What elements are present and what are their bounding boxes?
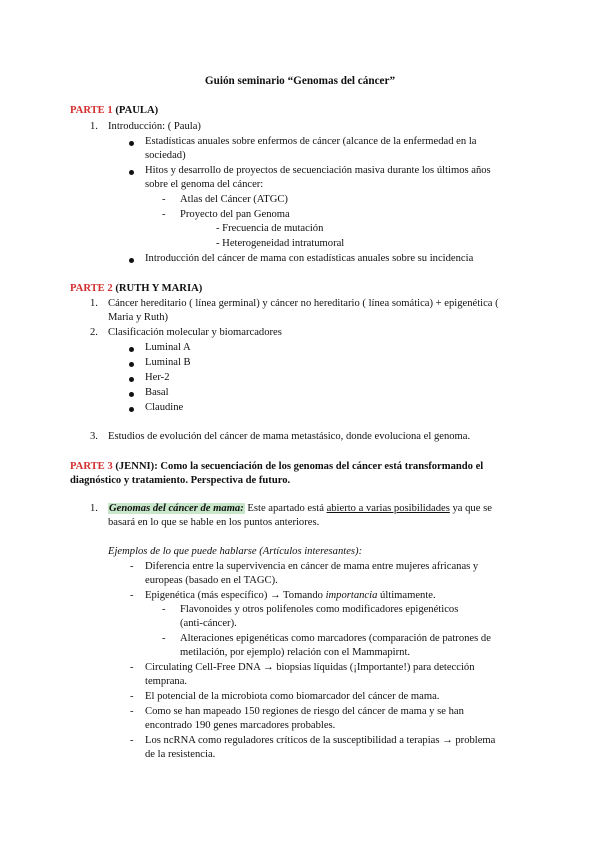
parte2-heading (70, 282, 202, 296)
example2-sub2-line2: metilación, por ejemplo) relación con el Mammapirnt. (180, 647, 411, 658)
parte1-sub2: - Heterogeneidad intratumoral (216, 238, 345, 249)
parte2-item1-line2: Maria y Ruth) (108, 312, 169, 323)
parte2-item1-number: 1. (90, 298, 98, 309)
parte1-label: PARTE 1 (70, 105, 113, 116)
parte2-label: PARTE 2 (70, 283, 113, 294)
example1-line2: europeas (basado en el TAGC). (145, 575, 278, 586)
dash-marker: - (130, 691, 134, 702)
parte3-owner-title: (JENNI): Como la secuenciación de los genomas del cáncer está transformando el (115, 461, 484, 472)
example5-line1: Como se han mapeado 150 regiones de riesgo del cáncer de mama y se han (145, 706, 464, 717)
subtype-item: Claudine (145, 402, 184, 413)
parte3-item1-text-a: Este apartado está (247, 503, 324, 514)
parte3-heading-line2: diagnóstico y tratamiento. Perspectiva de futuro. (70, 475, 291, 486)
parte1-dash2: Proyecto del pan Genoma (180, 209, 290, 220)
bullet-icon (129, 141, 134, 146)
bullet-icon (129, 392, 134, 397)
parte2-item1-line1: Cáncer hereditario ( línea germinal) y cáncer no hereditario ( línea somática) + epigenética ( (108, 298, 499, 309)
bullet-icon (129, 377, 134, 382)
parte2-owner: (RUTH Y MARIA) (115, 283, 203, 294)
parte3-item1-text-b: ya que se (452, 503, 492, 514)
underlined-phrase: abierto a varias posibilidades (326, 503, 450, 514)
example2-italic: importancia (325, 590, 378, 601)
dash-marker: - (162, 209, 166, 220)
dash-marker: - (130, 590, 134, 601)
parte1-bullet2-line2: sobre el genoma del cáncer: (145, 179, 264, 190)
example4-line: El potencial de la microbiota como biomarcador del cáncer de mama. (145, 691, 440, 702)
document-title: Guión seminario “Genomas del cáncer” (204, 75, 396, 87)
parte1-sub1: - Frecuencia de mutación (216, 223, 324, 234)
dash-marker: - (130, 735, 134, 746)
parte1-dash1: Atlas del Cáncer (ATGC) (180, 194, 288, 205)
example2-sub1-line1: Flavonoides y otros polifenoles como modificadores epigenéticos (180, 604, 459, 615)
example2-text-a: Epigenética (más específico) → Tomando (145, 590, 323, 601)
dash-marker: - (130, 706, 134, 717)
examples-heading: Ejemplos de lo que puede hablarse (Artículos interesantes): (108, 546, 363, 557)
subtype-item: Luminal B (145, 357, 191, 368)
parte2-item2-number: 2. (90, 327, 98, 338)
parte3-heading-line1 (70, 460, 483, 474)
subtype-item: Basal (145, 387, 169, 398)
parte2-item2-text: Clasificación molecular y biomarcadores (108, 327, 282, 338)
dash-marker: - (162, 194, 166, 205)
example3-line1: Circulating Cell-Free DNA → biopsias líquidas (¡Importante!) para detección (145, 662, 475, 673)
example6-line2: de la resistencia. (145, 749, 216, 760)
example3-line2: temprana. (145, 676, 188, 687)
parte1-bullet1-line1: Estadísticas anuales sobre enfermos de cáncer (alcance de la enfermedad en la (145, 136, 477, 147)
dash-marker: - (130, 561, 134, 572)
example2-line (145, 589, 436, 603)
parte3-item1-line2: basará en lo que se hable en los puntos anteriores. (108, 517, 320, 528)
dash-marker: - (162, 604, 166, 615)
dash-marker: - (162, 633, 166, 644)
parte1-bullet2-line1: Hitos y desarrollo de proyectos de secuenciación masiva durante los últimos años (145, 165, 491, 176)
bullet-icon (129, 258, 134, 263)
parte2-item3-text: Estudios de evolución del cáncer de mama metastásico, donde evoluciona el genoma. (108, 431, 471, 442)
parte1-bullet3: Introducción del cáncer de mama con estadísticas anuales sobre su incidencia (145, 253, 474, 264)
parte1-item1-text: Introducción: ( Paula) (108, 121, 201, 132)
parte3-item1-line1 (108, 502, 492, 516)
example2-text-b: últimamente. (380, 590, 436, 601)
bullet-icon (129, 362, 134, 367)
parte1-item1-number: 1. (90, 121, 98, 132)
parte1-owner: (PAULA) (115, 105, 159, 116)
example2-sub1-line2: (anti-cáncer). (180, 618, 237, 629)
parte3-item1-number: 1. (90, 503, 98, 514)
bullet-icon (129, 407, 134, 412)
example5-line2: encontrado 190 genes marcadores probables. (145, 720, 336, 731)
example6-line1: Los ncRNA como reguladores críticos de la susceptibilidad a terapias → problema (145, 735, 496, 746)
parte1-bullet1-line2: sociedad) (145, 150, 186, 161)
parte2-item3-number: 3. (90, 431, 98, 442)
subtype-item: Luminal A (145, 342, 191, 353)
parte1-heading (70, 104, 158, 118)
example2-sub2-line1: Alteraciones epigenéticas como marcadores (comparación de patrones de (180, 633, 491, 644)
bullet-icon (129, 347, 134, 352)
bullet-icon (129, 170, 134, 175)
highlighted-heading: Genomas del cáncer de mama: (109, 503, 244, 514)
dash-marker: - (130, 662, 134, 673)
subtype-item: Her-2 (145, 372, 170, 383)
example1-line1: Diferencia entre la supervivencia en cáncer de mama entre mujeres africanas y (145, 561, 479, 572)
parte3-label: PARTE 3 (70, 461, 113, 472)
